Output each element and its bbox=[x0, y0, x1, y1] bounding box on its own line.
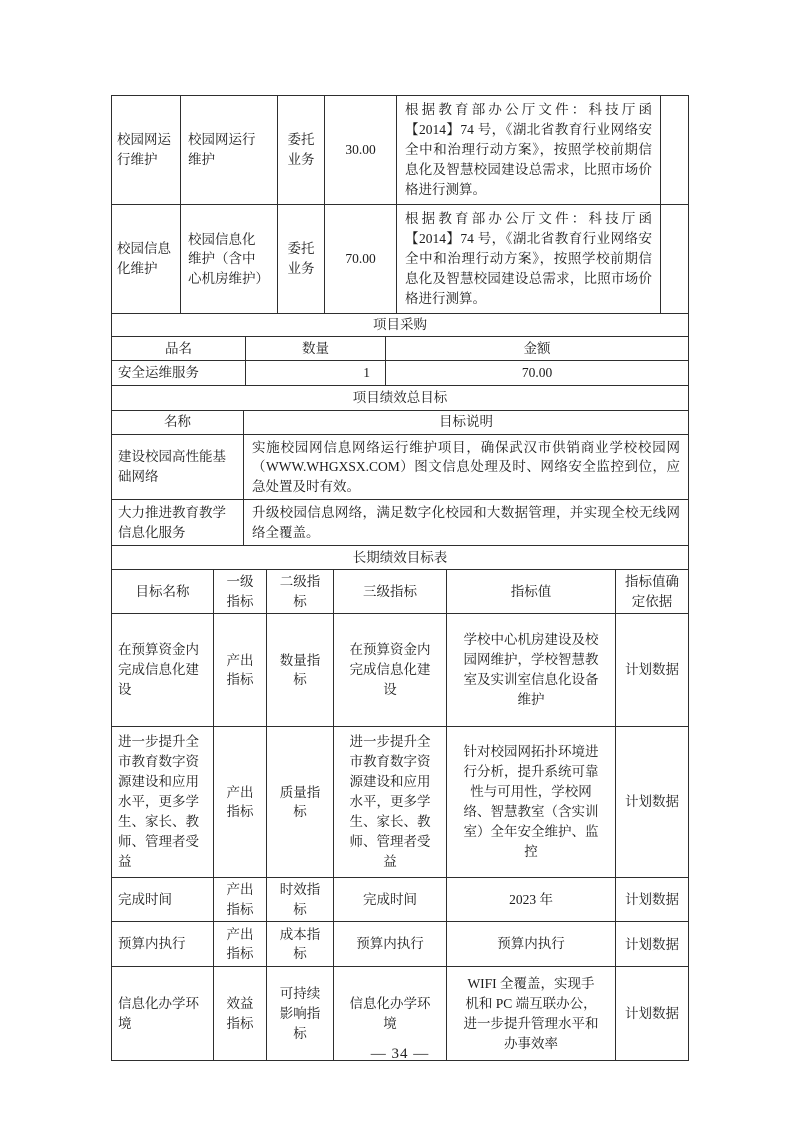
column-header: 品名 bbox=[112, 337, 246, 361]
cell-level3-indicator: 信息化办学环境 bbox=[334, 967, 447, 1061]
cell-goal-description: 升级校园信息网络，满足数字化校园和大数据管理，并实现全校无线网络全覆盖。 bbox=[244, 500, 689, 546]
column-header: 一级指标 bbox=[214, 570, 267, 614]
longterm-goal-table bbox=[111, 545, 689, 1061]
budget-detail-table bbox=[111, 95, 689, 314]
table-row bbox=[112, 570, 689, 614]
cell-level3-indicator: 在预算资金内完成信息化建设 bbox=[334, 614, 447, 727]
cell-value-basis: 计划数据 bbox=[616, 922, 689, 967]
cell-indicator-value: 针对校园网拓扑环境进行分析，提升系统可靠性与可用性，学校网络、智慧教室（含实训室）全年安全维护、监控 bbox=[447, 727, 616, 878]
cell-indicator-value: 预算内执行 bbox=[447, 922, 616, 967]
column-header: 三级指标 bbox=[334, 570, 447, 614]
cell-level3-indicator: 预算内执行 bbox=[334, 922, 447, 967]
table-row bbox=[112, 546, 689, 570]
document-content bbox=[111, 95, 688, 1061]
cell-empty bbox=[661, 205, 689, 314]
cell-value-basis: 计划数据 bbox=[616, 727, 689, 878]
cell-goal-name: 信息化办学环境 bbox=[112, 967, 214, 1061]
cell-level2-indicator: 可持续影响指标 bbox=[267, 967, 334, 1061]
cell-level1-indicator: 产出指标 bbox=[214, 614, 267, 727]
cell-level1-indicator: 产出指标 bbox=[214, 922, 267, 967]
cell-goal-name: 预算内执行 bbox=[112, 922, 214, 967]
page-number: — 34 — bbox=[370, 1046, 430, 1062]
table-row bbox=[112, 922, 689, 967]
cell-item-name: 安全运维服务 bbox=[112, 361, 246, 386]
cell-amount: 30.00 bbox=[325, 96, 397, 205]
section-title-longterm: 长期绩效目标表 bbox=[112, 546, 689, 570]
table-row bbox=[112, 500, 689, 546]
cell-goal-name: 大力推进教育教学信息化服务 bbox=[112, 500, 244, 546]
cell-amount: 70.00 bbox=[386, 361, 689, 386]
cell-value-basis: 计划数据 bbox=[616, 614, 689, 727]
table-row bbox=[112, 878, 689, 922]
cell-project: 校园信息化维护 bbox=[112, 205, 181, 314]
cell-basis: 根据教育部办公厅文件：科技厅函【2014】74 号，《湖北省教育行业网络安全中和治理行动方案》，按照学校前期信息化及智慧校园建设总需求，比照市场价格进行测算。 bbox=[397, 96, 661, 205]
column-header: 目标说明 bbox=[244, 410, 689, 434]
table-row bbox=[112, 205, 689, 314]
table-row bbox=[112, 314, 689, 337]
cell-level2-indicator: 数量指标 bbox=[267, 614, 334, 727]
cell-business-type: 委托业务 bbox=[278, 205, 325, 314]
table-row bbox=[112, 410, 689, 434]
cell-goal-name: 完成时间 bbox=[112, 878, 214, 922]
column-header: 数量 bbox=[246, 337, 386, 361]
cell-level1-indicator: 效益指标 bbox=[214, 967, 267, 1061]
cell-quantity: 1 bbox=[246, 361, 386, 386]
column-header: 目标名称 bbox=[112, 570, 214, 614]
column-header: 指标值 bbox=[447, 570, 616, 614]
cell-content: 校园信息化维护（含中心机房维护） bbox=[181, 205, 278, 314]
cell-level2-indicator: 成本指标 bbox=[267, 922, 334, 967]
cell-level3-indicator: 完成时间 bbox=[334, 878, 447, 922]
cell-level1-indicator: 产出指标 bbox=[214, 727, 267, 878]
table-row bbox=[112, 337, 689, 361]
cell-value-basis: 计划数据 bbox=[616, 878, 689, 922]
cell-goal-description: 实施校园网信息网络运行维护项目，确保武汉市供销商业学校校园网（WWW.WHGXSX.COM）图文信息处理及时、网络安全监控到位，应急处置及时有效。 bbox=[244, 434, 689, 500]
cell-level3-indicator: 进一步提升全市教育数字资源建设和应用水平，更多学生、家长、教师、管理者受益 bbox=[334, 727, 447, 878]
table-row bbox=[112, 385, 689, 410]
overall-goal-table bbox=[111, 385, 689, 547]
cell-value-basis: 计划数据 bbox=[616, 967, 689, 1061]
cell-content: 校园网运行维护 bbox=[181, 96, 278, 205]
column-header: 名称 bbox=[112, 410, 244, 434]
section-title-overall-goal: 项目绩效总目标 bbox=[112, 385, 689, 410]
cell-goal-name: 建设校园高性能基础网络 bbox=[112, 434, 244, 500]
table-row bbox=[112, 96, 689, 205]
column-header: 金额 bbox=[386, 337, 689, 361]
cell-empty bbox=[661, 96, 689, 205]
table-row bbox=[112, 614, 689, 727]
cell-level2-indicator: 质量指标 bbox=[267, 727, 334, 878]
column-header: 指标值确定依据 bbox=[616, 570, 689, 614]
cell-level1-indicator: 产出指标 bbox=[214, 878, 267, 922]
table-row bbox=[112, 361, 689, 386]
cell-indicator-value: 2023 年 bbox=[447, 878, 616, 922]
column-header: 二级指标 bbox=[267, 570, 334, 614]
table-row bbox=[112, 434, 689, 500]
section-title-procurement: 项目采购 bbox=[112, 314, 689, 337]
cell-goal-name: 在预算资金内完成信息化建设 bbox=[112, 614, 214, 727]
cell-indicator-value: WIFI 全覆盖，实现手机和 PC 端互联办公，进一步提升管理水平和办事效率 bbox=[447, 967, 616, 1061]
cell-goal-name: 进一步提升全市教育数字资源建设和应用水平，更多学生、家长、教师、管理者受益 bbox=[112, 727, 214, 878]
cell-business-type: 委托业务 bbox=[278, 96, 325, 205]
procurement-table bbox=[111, 313, 689, 386]
cell-indicator-value: 学校中心机房建设及校园网维护，学校智慧教室及实训室信息化设备维护 bbox=[447, 614, 616, 727]
cell-amount: 70.00 bbox=[325, 205, 397, 314]
cell-project: 校园网运行维护 bbox=[112, 96, 181, 205]
cell-basis: 根据教育部办公厅文件：科技厅函【2014】74 号，《湖北省教育行业网络安全中和治理行动方案》，按照学校前期信息化及智慧校园建设总需求，比照市场价格进行测算。 bbox=[397, 205, 661, 314]
table-row bbox=[112, 727, 689, 878]
cell-level2-indicator: 时效指标 bbox=[267, 878, 334, 922]
